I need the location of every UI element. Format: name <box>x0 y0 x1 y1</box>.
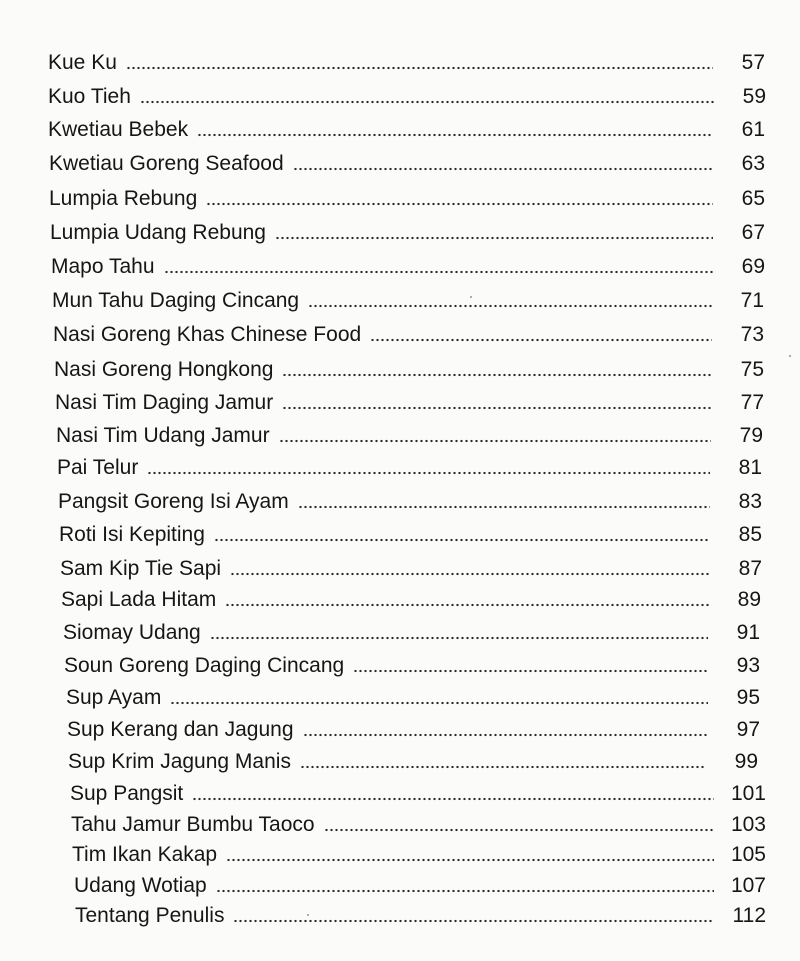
toc-page-number: 99 <box>734 750 758 773</box>
toc-page-number: 71 <box>740 289 764 312</box>
toc-entry <box>67 716 760 744</box>
toc-entry-title: Sup Pangsit <box>70 782 184 805</box>
leader-dots <box>164 270 713 274</box>
leader-dots <box>147 471 710 475</box>
toc-entry-title: Kue Ku <box>48 51 117 74</box>
toc-entry-title: Lumpia Rebung <box>49 187 198 210</box>
leader-dots <box>353 669 708 673</box>
paper-speck <box>470 296 472 298</box>
toc-entry-title: Tim Ikan Kakap <box>72 843 218 866</box>
toc-entry <box>63 619 760 647</box>
toc-entry <box>68 748 758 776</box>
toc-entry-title: Sup Ayam <box>66 686 162 709</box>
toc-page-number: 69 <box>741 255 765 278</box>
leader-dots <box>370 338 712 342</box>
toc-page-number: 67 <box>741 221 765 244</box>
leader-dots <box>282 373 712 377</box>
toc-entry <box>64 652 760 680</box>
toc-entry-title: Siomay Udang <box>63 621 201 644</box>
toc-entry <box>52 287 764 315</box>
toc-entry <box>74 872 766 900</box>
toc-page-number: 97 <box>736 718 760 741</box>
leader-dots <box>298 505 710 509</box>
toc-entry-title: Udang Wotiap <box>74 874 207 897</box>
toc-entry <box>49 185 765 213</box>
toc-entry-title: Lumpia Udang Rebung <box>50 221 266 244</box>
paper-speck <box>307 914 309 916</box>
toc-page-number: 91 <box>736 621 760 644</box>
toc-entry <box>50 219 765 247</box>
toc-entry <box>72 841 766 869</box>
leader-dots <box>230 572 710 576</box>
toc-entry <box>71 811 766 839</box>
toc-entry-title: Kuo Tieh <box>48 85 131 108</box>
toc-entry-title: Sam Kip Tie Sapi <box>60 557 222 580</box>
toc-entry-title: Nasi Tim Daging Jamur <box>55 391 274 414</box>
toc-entry-title: Soun Goreng Daging Cincang <box>64 654 345 677</box>
toc-entry-title: Roti Isi Kepiting <box>59 523 205 546</box>
leader-dots <box>126 66 713 70</box>
leader-dots <box>225 603 709 607</box>
leader-dots <box>170 701 708 705</box>
toc-page-number: 73 <box>740 323 764 346</box>
leader-dots <box>226 858 714 862</box>
toc-page-number: 63 <box>741 152 765 175</box>
toc-page-number: 79 <box>739 424 763 447</box>
leader-dots <box>324 828 714 832</box>
leader-dots <box>233 919 714 923</box>
toc-entry-title: Pangsit Goreng Isi Ayam <box>58 490 289 513</box>
toc-entry-title: Sup Krim Jagung Manis <box>68 750 291 773</box>
leader-dots <box>308 304 712 308</box>
toc-entry <box>51 253 765 281</box>
paper-speck <box>789 355 791 357</box>
toc-entry-title: Nasi Tim Udang Jamur <box>56 424 270 447</box>
toc-entry <box>48 49 765 77</box>
toc-entry <box>54 356 764 384</box>
toc-entry <box>75 902 766 930</box>
toc-entry <box>48 116 765 144</box>
leader-dots <box>197 133 713 137</box>
toc-page-number: 107 <box>730 874 766 897</box>
leader-dots <box>279 439 711 443</box>
toc-entry <box>57 454 762 482</box>
toc-entry-title: Sapi Lada Hitam <box>61 588 217 611</box>
leader-dots <box>303 733 708 737</box>
toc-entry <box>61 586 761 614</box>
toc-entry <box>58 488 762 516</box>
toc-entry-title: Nasi Goreng Khas Chinese Food <box>53 323 362 346</box>
toc-page-number: 105 <box>730 843 766 866</box>
toc-entry <box>59 521 762 549</box>
toc-page-number: 59 <box>742 85 766 108</box>
toc-page-number: 61 <box>741 118 765 141</box>
leader-dots <box>192 797 714 801</box>
toc-entry <box>70 780 766 808</box>
toc-page-number: 103 <box>730 813 766 836</box>
toc-page-number: 77 <box>740 391 764 414</box>
toc-page-number: 93 <box>736 654 760 677</box>
toc-entry <box>55 389 764 417</box>
leader-dots <box>214 538 710 542</box>
leader-dots <box>300 765 706 769</box>
toc-page-number: 81 <box>738 456 762 479</box>
toc-entry-title: Kwetiau Bebek <box>48 118 189 141</box>
leader-dots <box>206 202 713 206</box>
toc-entry <box>66 684 760 712</box>
toc-entry-title: Kwetiau Goreng Seafood <box>49 152 284 175</box>
toc-page-number: 112 <box>732 904 766 927</box>
toc-page-number: 65 <box>741 187 765 210</box>
leader-dots <box>282 406 712 410</box>
toc-page-number: 57 <box>741 51 765 74</box>
leader-dots <box>140 100 714 104</box>
toc-page-number: 101 <box>730 782 766 805</box>
toc-entry <box>49 150 765 178</box>
toc-entry-title: Pai Telur <box>57 456 139 479</box>
toc-entry <box>60 555 762 583</box>
toc-entry <box>53 321 764 349</box>
toc-page-number: 83 <box>738 490 762 513</box>
toc-page-number: 85 <box>738 523 762 546</box>
toc-page-number: 87 <box>738 557 762 580</box>
toc-page-number: 75 <box>740 358 764 381</box>
toc-entry-title: Mun Tahu Daging Cincang <box>52 289 300 312</box>
toc-page-number: 95 <box>736 686 760 709</box>
leader-dots <box>216 889 714 893</box>
toc-entry-title: Tahu Jamur Bumbu Taoco <box>71 813 315 836</box>
toc-page-number: 89 <box>737 588 761 611</box>
toc-entry-title: Sup Kerang dan Jagung <box>67 718 294 741</box>
toc-entry-title: Tentang Penulis <box>75 904 225 927</box>
toc-entry <box>48 83 766 111</box>
leader-dots <box>210 636 708 640</box>
leader-dots <box>293 167 713 171</box>
toc-entry <box>56 422 763 450</box>
toc-entry-title: Nasi Goreng Hongkong <box>54 358 274 381</box>
leader-dots <box>275 236 713 240</box>
toc-entry-title: Mapo Tahu <box>51 255 155 278</box>
